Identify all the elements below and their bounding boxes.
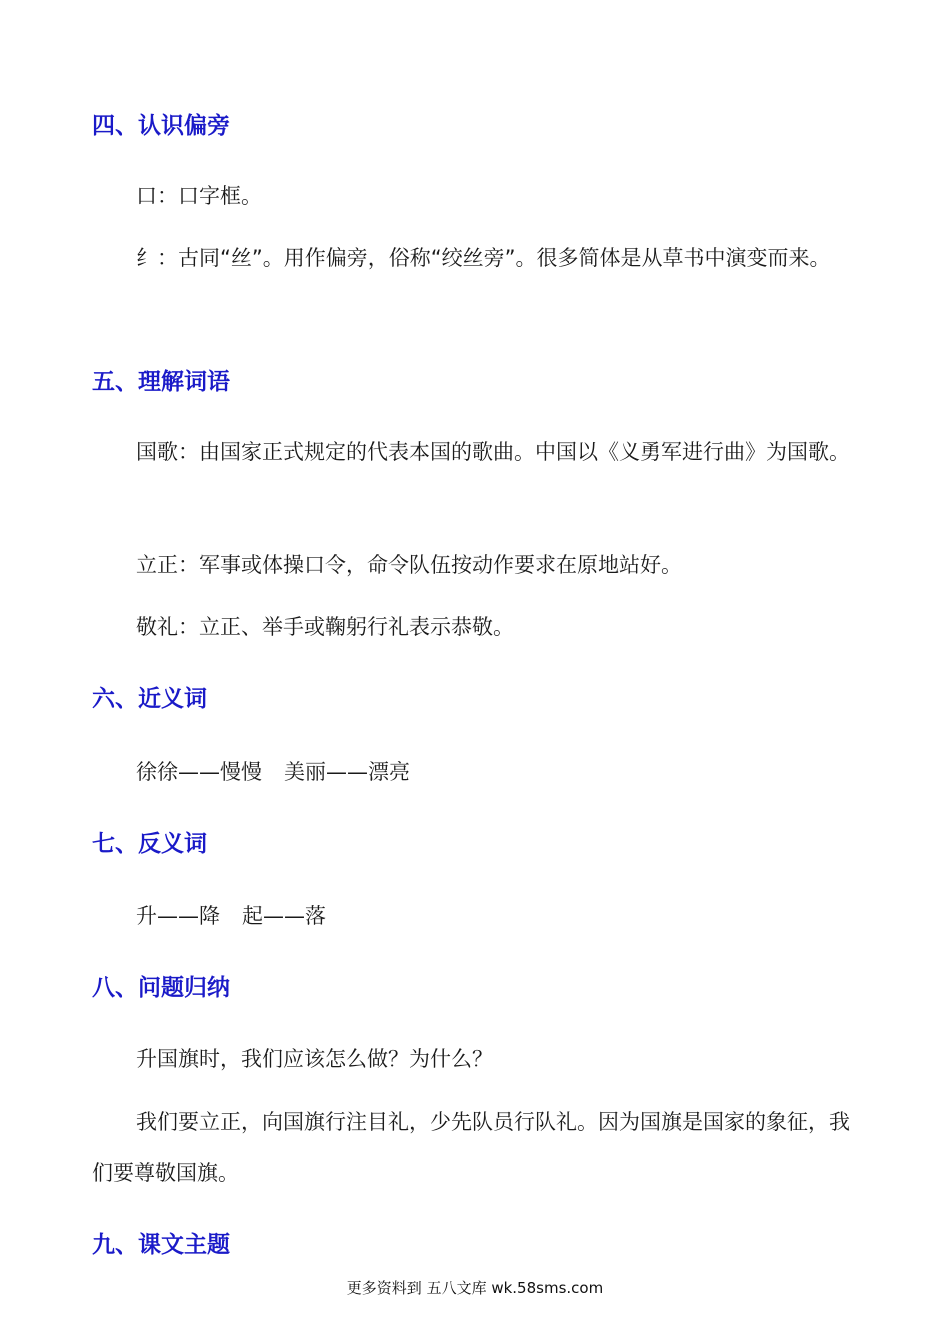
heading-theme: 九、课文主题 [92, 1232, 230, 1258]
heading-antonyms: 七、反义词 [92, 831, 207, 857]
heading-summary: 八、问题归纳 [92, 975, 230, 1001]
antonym-pair: 升——降 [136, 904, 220, 928]
heading-synonyms: 六、近义词 [92, 686, 207, 712]
radical-item-jiaosi: 纟：古同“丝”。用作偏旁，俗称“绞丝旁”。很多简体是从草书中演变而来。 [136, 246, 831, 270]
summary-question: 升国旗时，我们应该怎么做？为什么？ [136, 1047, 493, 1071]
heading-radicals: 四、认识偏旁 [92, 113, 230, 139]
summary-answer: 我们要立正，向国旗行注目礼，少先队员行队礼。因为国旗是国家的象征，我们要尊敬国旗。 [92, 1110, 850, 1185]
footer-text: 更多资料到 五八文库 wk.58sms.com [346, 1279, 604, 1297]
word-item-jingli: 敬礼：立正、举手或鞠躬行礼表示恭敬。 [136, 615, 514, 639]
antonym-pairs [136, 901, 326, 931]
synonym-pairs [136, 757, 410, 787]
synonym-pair: 美丽——漂亮 [284, 760, 410, 784]
antonym-pair: 起——落 [242, 904, 326, 928]
radical-item-kou: 口：口字框。 [136, 184, 262, 208]
word-item-guoge: 国歌：由国家正式规定的代表本国的歌曲。中国以《义勇军进行曲》为国歌。 [136, 440, 850, 464]
synonym-pair: 徐徐——慢慢 [136, 760, 262, 784]
heading-words: 五、理解词语 [92, 369, 230, 395]
word-item-lizheng: 立正：军事或体操口令，命令队伍按动作要求在原地站好。 [136, 553, 682, 577]
